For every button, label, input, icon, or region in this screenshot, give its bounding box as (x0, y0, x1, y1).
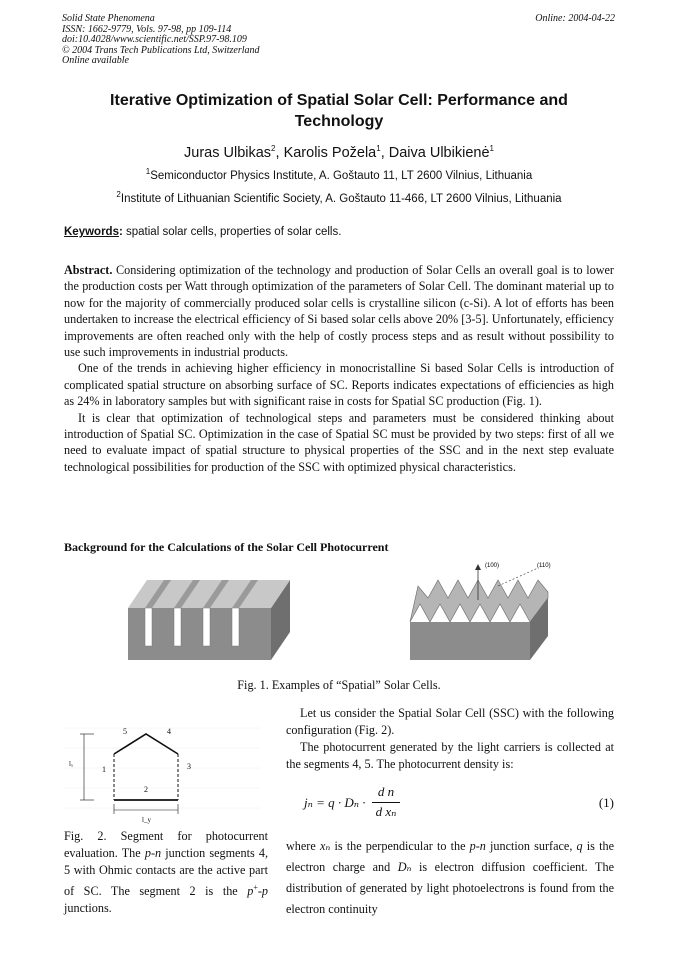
author-name: Juras Ulbikas (184, 144, 272, 161)
abstract-label: Abstract. (64, 263, 113, 277)
author-list (60, 144, 618, 161)
author-affiliation-mark: 2 (271, 144, 276, 153)
textured-cell-drawing (410, 563, 551, 660)
online-date: Online: 2004-04-22 (535, 13, 615, 24)
body-paragraph-continued (286, 836, 614, 920)
caption-text: junction segments 4, 5 with Ohmic contacts are the active part of SC. The segment 2 is the (64, 846, 268, 899)
caption-italic: p (247, 884, 254, 899)
author-name: Karolis Požela (283, 144, 377, 161)
body-text: junction surface, (485, 839, 577, 853)
label-5: 5 (123, 727, 127, 736)
issn-line: ISSN: 1662-9779, Vols. 97-98, pp 109-114 (62, 23, 232, 35)
figure-grid (64, 728, 260, 808)
figure-2-segment (64, 718, 260, 828)
caption-italic: p-n (144, 846, 162, 860)
affiliation-1 (60, 167, 618, 182)
body-text: where (286, 839, 320, 853)
affiliation-mark: 2 (116, 190, 121, 199)
symbol-xn: xₙ (319, 839, 331, 853)
paper-title: Iterative Optimization of Spatial Solar Cell: Performance and Technology (110, 92, 568, 130)
label-2: 2 (144, 785, 148, 794)
label-lx: lₓ (69, 760, 73, 768)
abstract (64, 262, 614, 475)
label-ly: l_y (142, 816, 151, 824)
segment-4-5-roof (114, 734, 178, 754)
caption-superscript: + (253, 883, 258, 892)
affiliation-2 (60, 190, 618, 205)
author-separator: , (380, 144, 389, 161)
equation-number: (1) (598, 795, 614, 810)
doi-line: doi:10.4028/www.scientific.net/SSP.97-98.109 (62, 34, 247, 45)
copyright-line: © 2004 Trans Tech Publications Ltd, Switzerland (62, 44, 260, 56)
grooved-cell-drawing (128, 580, 290, 660)
keywords (64, 226, 341, 238)
abstract-paragraph (64, 262, 614, 360)
keywords-label: Keywords (64, 226, 119, 238)
figure-2-caption (64, 828, 268, 917)
label-100: (100) (485, 563, 500, 569)
author-affiliation-mark: 1 (489, 144, 494, 153)
journal-header (62, 13, 260, 66)
label-1: 1 (102, 765, 106, 774)
caption-text: junctions. (64, 901, 112, 916)
caption-text: - (257, 884, 262, 899)
keywords-colon: : (118, 226, 123, 238)
body-text: is electron diffusion coefficient. The distribution of generated by light photoelectrons is found from the electron continuity (286, 860, 614, 916)
abstract-paragraph: It is clear that optimization of technological steps and parameters must be considered thinking about introduction of Spatial SC. Optimization in the case of Spatial SC must be provided by two steps: first of all we need to evaluate impact of spatial structure to physical properties of the SSC and in the next step evaluate technological possibilities for production of the SSC with optimized physical characteristics. (64, 410, 614, 474)
equation-1 (300, 784, 614, 824)
author-separator: , (275, 144, 284, 161)
body-italic: p-n (469, 839, 486, 853)
keywords-text: spatial solar cells, properties of solar cells. (122, 226, 342, 238)
equation-fraction (372, 784, 400, 820)
abstract-paragraph: One of the trends in achieving higher efficiency in monocristalline Si based Solar Cells is introduction of complicated spatial structure on absorbing surface of SC. Reports indicates expectations of efficiencies as high as 24% in laboratory samples but with significant raise in costs for Spatial SC production (Fig. 1). (64, 361, 614, 409)
body-paragraph: The photocurrent generated by the light carriers is collected at the segments 4, 5. The photocurrent density is: (286, 740, 614, 771)
caption-italic: p (261, 884, 268, 899)
abstract-text: Considering optimization of the technology and production of Solar Cells an overall goal is to lower the production costs per Watt through optimization of the parameters of Solar Cell. The dominant material up to now for the majority of commercially produced solar cells is crystalline silicon (c-Si). A lot of efforts has been undertaken to increase the electrical efficiency of Si based solar cells above 20% [3-5]. Unfortunately, efficiency improvements are often reached only with the help of costly process steps and as result without possibility to use such improvements in industrial products. (64, 263, 614, 360)
journal-name: Solid State Phenomena (62, 13, 155, 24)
body-text-right-column (286, 705, 614, 773)
textured-front-face (410, 622, 530, 660)
affiliation-mark: 1 (145, 167, 151, 176)
figure-1-spatial-cells (118, 556, 568, 676)
label-4: 4 (167, 727, 171, 736)
author-affiliation-mark: 1 (376, 144, 381, 153)
body-text: is the perpendicular to the (330, 839, 470, 853)
fraction-bar (372, 802, 400, 803)
section-heading: Background for the Calculations of the Solar Cell Photocurrent (64, 540, 389, 554)
body-paragraph: Let us consider the Spatial Solar Cell (SSC) with the following configuration (Fig. 2). (286, 706, 614, 737)
author-name: Daiva Ulbikienė (388, 144, 490, 161)
pyramid-texture (410, 580, 548, 622)
affiliation-text: Semiconductor Physics Institute, A. Goštauto 11, LT 2600 Vilnius, Lithuania (150, 169, 533, 182)
label-3: 3 (187, 762, 191, 771)
body-text: is the electron charge and (286, 839, 614, 874)
equation-denominator: d xₙ (375, 804, 397, 819)
symbol-dn: Dₙ (397, 860, 412, 874)
equation-numerator: d n (377, 784, 395, 799)
arrow-head (475, 564, 481, 570)
affiliation-text: Institute of Lithuanian Scientific Society, A. Goštauto 11-466, LT 2600 Vilnius, Lithuania (120, 192, 562, 205)
equation-lhs: jₙ = q · Dₙ · (304, 795, 366, 810)
label-110: (110) (537, 563, 551, 569)
symbol-q: q (576, 839, 583, 853)
figure-1-caption: Fig. 1. Examples of “Spatial” Solar Cells. (237, 678, 441, 692)
caption-text: Fig. 2. Segment for photocurrent evaluation. The (64, 829, 268, 860)
cut-header-line: Online available (62, 55, 129, 66)
